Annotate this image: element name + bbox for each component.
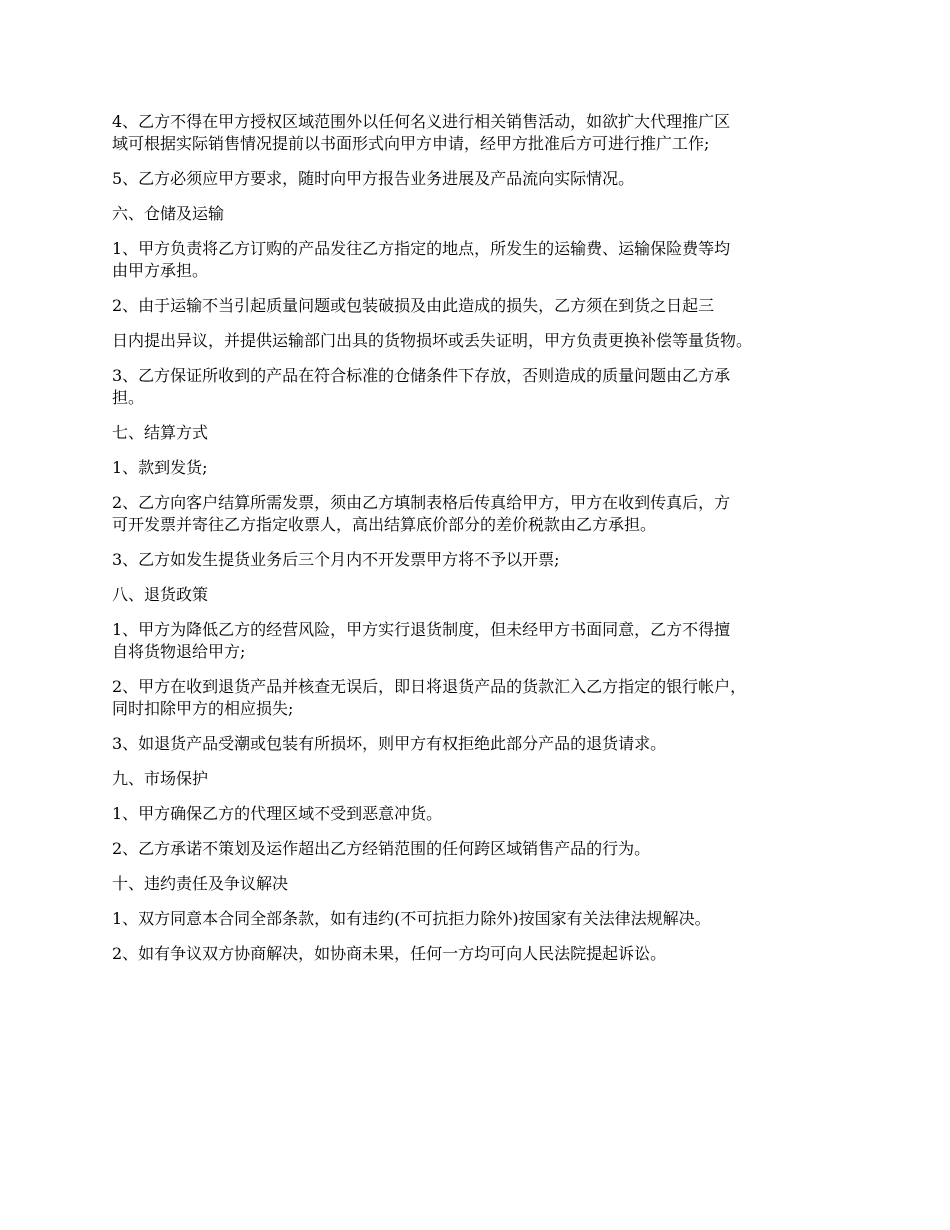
section-heading [112, 422, 857, 444]
clause-paragraph [112, 803, 857, 825]
text-line: 十、违约责任及争议解决 [112, 874, 289, 893]
clause-paragraph [112, 457, 857, 479]
clause-paragraph [112, 295, 857, 317]
text-line: 六、仓储及运输 [112, 204, 225, 223]
text-line: 域可根据实际销售情况提前以书面形式向甲方申请，经甲方批准后方可进行推广工作; [112, 134, 710, 153]
text-line: 同时扣除甲方的相应损失; [112, 699, 294, 718]
section-heading [112, 768, 857, 790]
text-line: 3、如退货产品受潮或包装有所损坏，则甲方有权拒绝此部分产品的退货请求。 [112, 734, 667, 753]
text-line: 2、由于运输不当引起质量问题或包装破损及由此造成的损失，乙方须在到货之日起三 [112, 296, 715, 315]
text-line: 担。 [112, 388, 145, 407]
text-line: 1、甲方负责将乙方订购的产品发往乙方指定的地点，所发生的运输费、运输保险费等均 [112, 239, 731, 258]
text-line: 2、乙方承诺不策划及运作超出乙方经销范围的任何跨区域销售产品的行为。 [112, 839, 651, 858]
clause-paragraph [112, 619, 857, 663]
clause-paragraph [112, 908, 857, 930]
text-line: 1、款到发货; [112, 458, 208, 477]
text-line: 3、乙方保证所收到的产品在符合标准的仓储条件下存放，否则造成的质量问题由乙方承 [112, 366, 731, 385]
clause-paragraph [112, 111, 857, 155]
text-line: 1、甲方确保乙方的代理区域不受到恶意冲货。 [112, 804, 443, 823]
text-line: 九、市场保护 [112, 769, 209, 788]
text-line: 5、乙方必须应甲方要求，随时向甲方报告业务进展及产品流向实际情况。 [112, 169, 635, 188]
section-heading [112, 873, 857, 895]
text-line: 八、退货政策 [112, 585, 209, 604]
text-line: 由甲方承担。 [112, 261, 209, 280]
clause-paragraph [112, 330, 857, 352]
clause-paragraph [112, 549, 857, 571]
text-line: 1、双方同意本合同全部条款，如有违约(不可抗拒力除外)按国家有关法律法规解决。 [112, 909, 711, 928]
text-line: 2、如有争议双方协商解决，如协商未果，任何一方均可向人民法院提起诉讼。 [112, 944, 667, 963]
text-line: 2、甲方在收到退货产品并核查无误后，即日将退货产品的货款汇入乙方指定的银行帐户， [112, 677, 747, 696]
clause-paragraph [112, 943, 857, 965]
text-line: 可开发票并寄往乙方指定收票人，高出结算底价部分的差价税款由乙方承担。 [112, 515, 657, 534]
text-line: 2、乙方向客户结算所需发票，须由乙方填制表格后传真给甲方，甲方在收到传真后，方 [112, 493, 731, 512]
clause-paragraph [112, 492, 857, 536]
clause-paragraph [112, 838, 857, 860]
text-line: 1、甲方为降低乙方的经营风险，甲方实行退货制度，但未经甲方书面同意，乙方不得擅 [112, 620, 731, 639]
section-heading [112, 203, 857, 225]
text-line: 自将货物退给甲方; [112, 642, 246, 661]
clause-paragraph [112, 168, 857, 190]
text-line: 3、乙方如发生提货业务后三个月内不开发票甲方将不予以开票; [112, 550, 560, 569]
text-line: 日内提出异议，并提供运输部门出具的货物损坏或丢失证明，甲方负责更换补偿等量货物。 [112, 331, 753, 350]
document-page [112, 111, 857, 978]
clause-paragraph [112, 365, 857, 409]
section-heading [112, 584, 857, 606]
text-line: 4、乙方不得在甲方授权区域范围外以任何名义进行相关销售活动，如欲扩大代理推广区 [112, 112, 731, 131]
text-line: 七、结算方式 [112, 423, 209, 442]
clause-paragraph [112, 676, 857, 720]
clause-paragraph [112, 238, 857, 282]
clause-paragraph [112, 733, 857, 755]
